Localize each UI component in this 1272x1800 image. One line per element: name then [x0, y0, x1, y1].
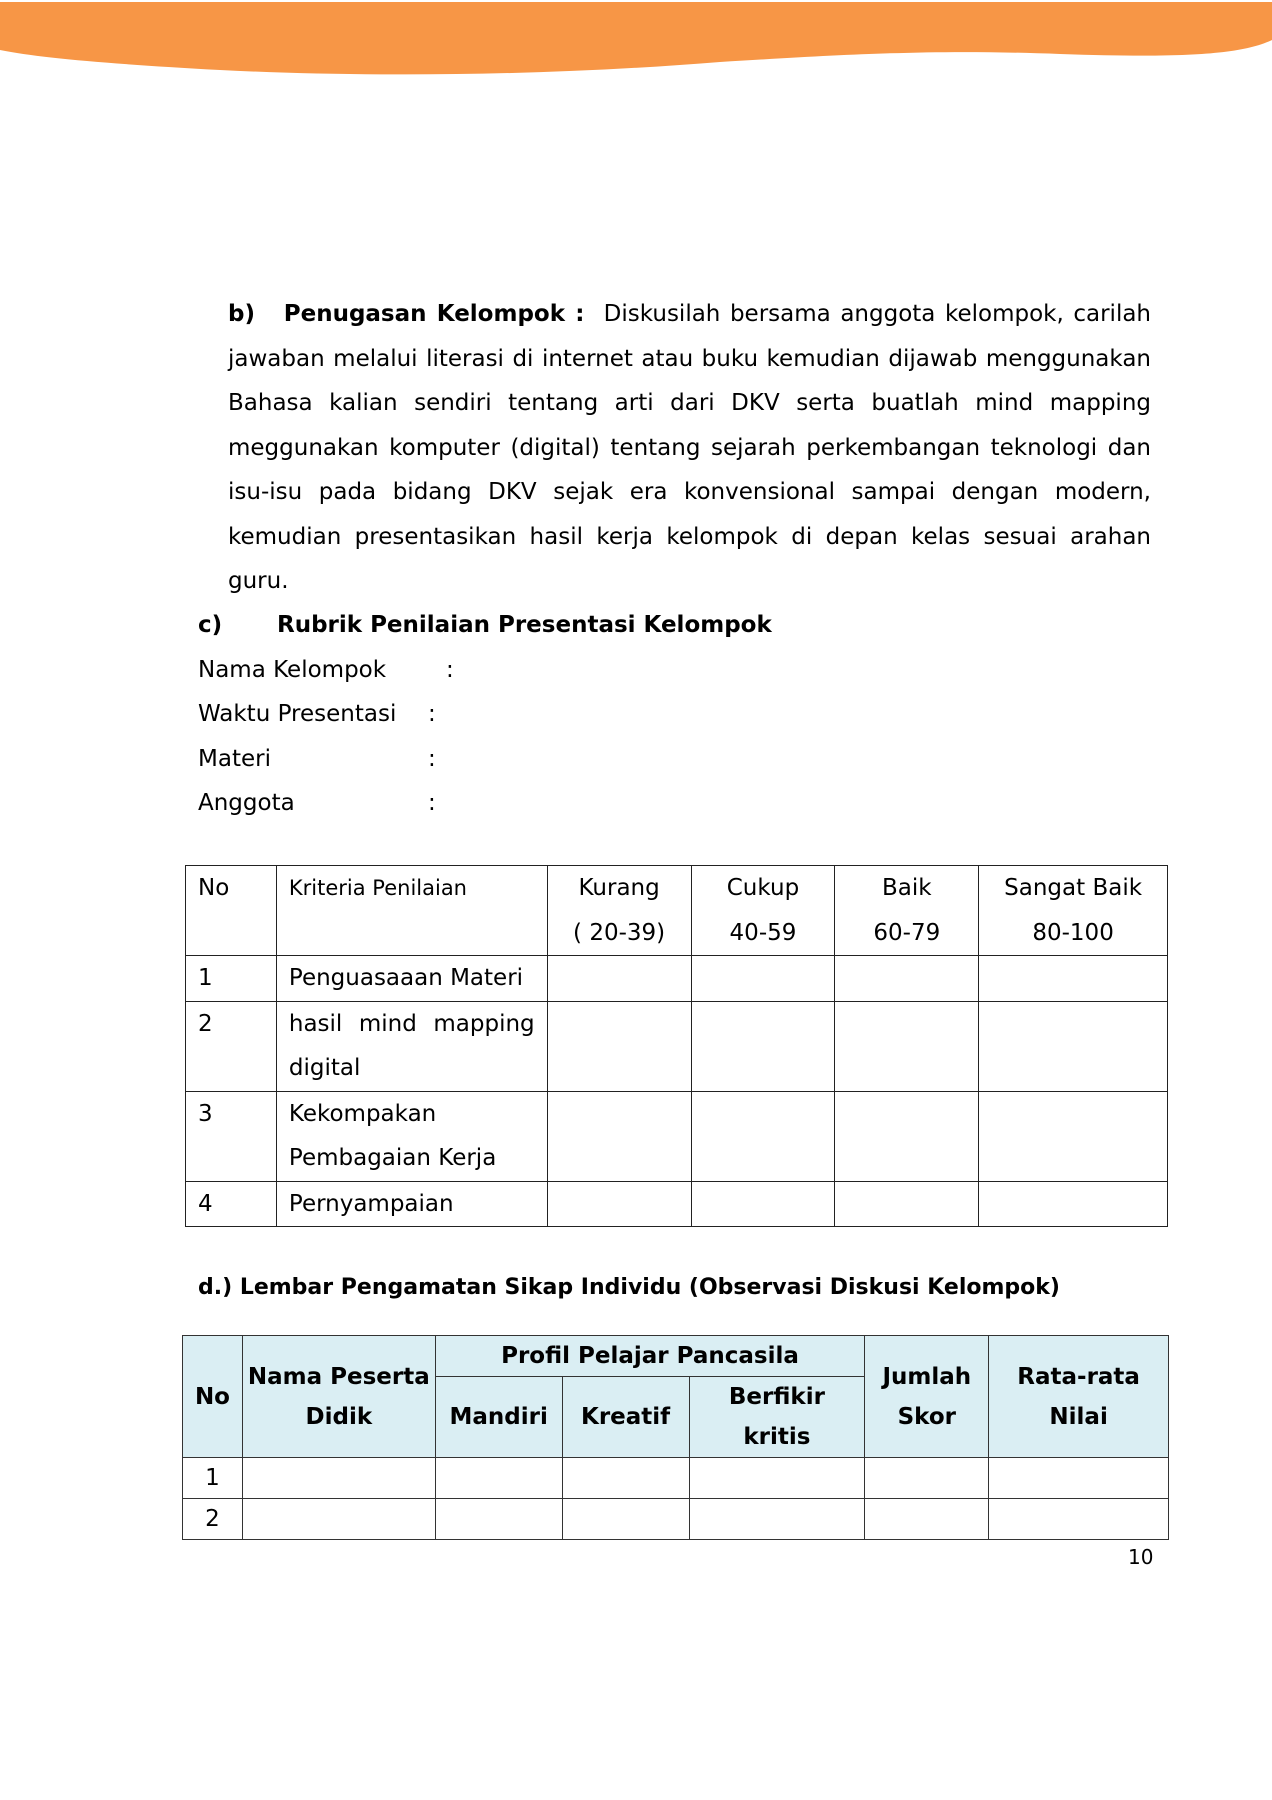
table-row: 1 [183, 1458, 1169, 1499]
header-kriteria: Kriteria Penilaian [276, 866, 547, 956]
header-kurang: Kurang ( 20-39) [547, 866, 691, 956]
input-cell[interactable] [562, 1458, 689, 1499]
page-number: 10 [1128, 1545, 1154, 1569]
input-cell[interactable] [689, 1499, 865, 1540]
score-cell[interactable] [691, 1181, 835, 1227]
table-row: 1 Penguasaaan Materi [186, 956, 1168, 1002]
input-cell[interactable] [242, 1458, 435, 1499]
header-profil-pelajar: Profil Pelajar Pancasila [435, 1336, 865, 1377]
score-cell[interactable] [835, 956, 979, 1002]
section-b-title: Penugasan Kelompok : [283, 301, 585, 327]
table-row: 4 Pernyampaian [186, 1181, 1168, 1227]
score-cell[interactable] [835, 1181, 979, 1227]
header-nama-peserta: Nama Peserta Didik [242, 1336, 435, 1458]
score-cell[interactable] [547, 1181, 691, 1227]
score-cell[interactable] [691, 1001, 835, 1091]
header-no: No [186, 866, 277, 956]
section-b-label: b) [228, 301, 255, 327]
score-cell[interactable] [835, 1091, 979, 1181]
field-anggota: Anggota : [198, 790, 436, 816]
observation-table [182, 1335, 1169, 1540]
header-no: No [183, 1336, 243, 1458]
header-baik: Baik 60-79 [835, 866, 979, 956]
input-cell[interactable] [865, 1499, 989, 1540]
input-cell[interactable] [435, 1458, 562, 1499]
input-cell[interactable] [989, 1458, 1169, 1499]
field-nama-kelompok: Nama Kelompok : [198, 657, 454, 683]
score-cell[interactable] [835, 1001, 979, 1091]
score-cell[interactable] [547, 1001, 691, 1091]
section-b-paragraph [228, 292, 1151, 604]
score-cell[interactable] [691, 956, 835, 1002]
header-berfikir-kritis: Berfikir kritis [689, 1377, 865, 1458]
score-cell[interactable] [979, 1091, 1168, 1181]
header-rata-rata: Rata-rata Nilai [989, 1336, 1169, 1458]
table-row: 3 Kekompakan Pembagaian Kerja [186, 1091, 1168, 1181]
input-cell[interactable] [865, 1458, 989, 1499]
header-wave-decoration [0, 0, 1272, 80]
field-materi: Materi : [198, 746, 436, 772]
score-cell[interactable] [547, 1091, 691, 1181]
input-cell[interactable] [989, 1499, 1169, 1540]
rubric-table [185, 865, 1168, 1227]
field-waktu-presentasi: Waktu Presentasi : [198, 701, 436, 727]
header-jumlah-skor: Jumlah Skor [865, 1336, 989, 1458]
rubric-header-row [186, 866, 1168, 956]
section-c-title: Rubrik Penilaian Presentasi Kelompok [277, 612, 772, 638]
section-c-heading [198, 603, 772, 648]
score-cell[interactable] [547, 956, 691, 1002]
header-sangat-baik: Sangat Baik 80-100 [979, 866, 1168, 956]
section-c-label: c) [198, 612, 223, 638]
table-row: 2 hasil mind mapping digital [186, 1001, 1168, 1091]
score-cell[interactable] [979, 956, 1168, 1002]
score-cell[interactable] [691, 1091, 835, 1181]
score-cell[interactable] [979, 1001, 1168, 1091]
input-cell[interactable] [562, 1499, 689, 1540]
input-cell[interactable] [435, 1499, 562, 1540]
section-d-heading: d.) Lembar Pengamatan Sikap Individu (Observasi Diskusi Kelompok) [198, 1275, 1060, 1300]
section-b-body: Diskusilah bersama anggota kelompok, carilah jawaban melalui literasi di internet atau buku kemudian dijawab menggunakan Bahasa kalian sendiri tentang arti dari DKV serta buatlah mind mapping meggunakan komputer (digital) tentang sejarah perkembangan teknologi dan isu-isu pada bidang DKV sejak era konvensional sampai dengan modern, kemudian presentasikan hasil kerja kelompok di depan kelas sesuai arahan guru. [228, 301, 1152, 594]
table-row: 2 [183, 1499, 1169, 1540]
header-kreatif: Kreatif [562, 1377, 689, 1458]
header-cukup: Cukup 40-59 [691, 866, 835, 956]
header-mandiri: Mandiri [435, 1377, 562, 1458]
input-cell[interactable] [689, 1458, 865, 1499]
input-cell[interactable] [242, 1499, 435, 1540]
score-cell[interactable] [979, 1181, 1168, 1227]
